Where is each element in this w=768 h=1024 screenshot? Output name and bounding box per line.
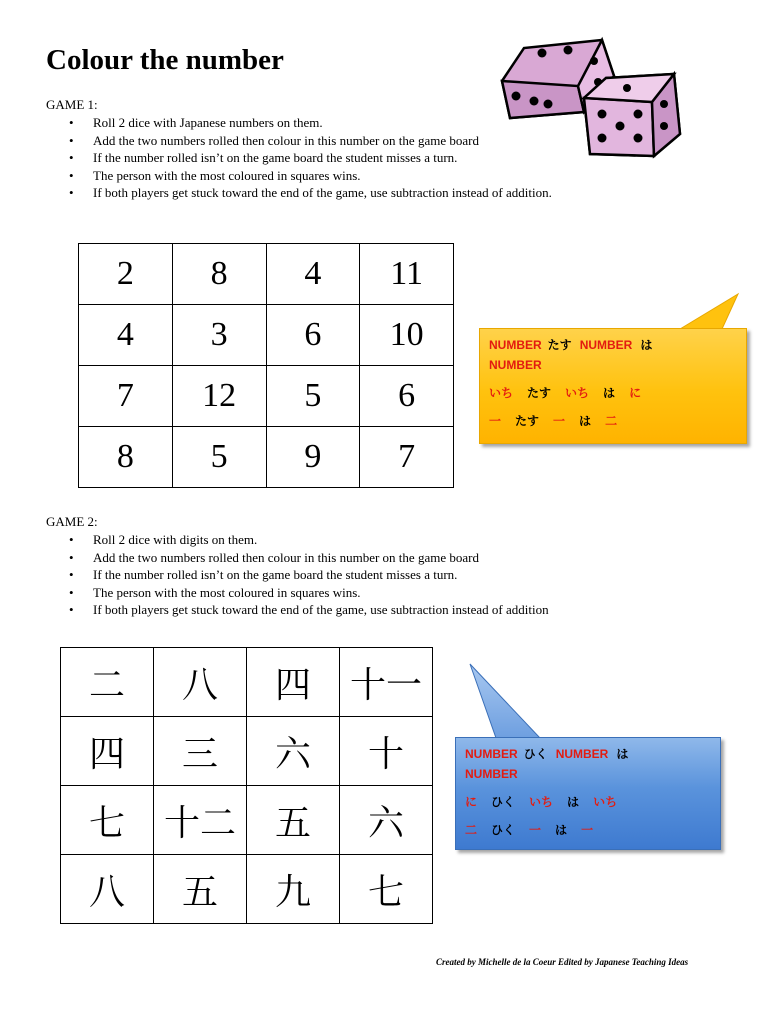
bubble-word: NUMBER (579, 338, 633, 352)
game2-rule: • Add the two numbers rolled then colour in this number on the game board (46, 549, 666, 567)
bubble-word: は (616, 747, 629, 761)
bubble-word: NUMBER (555, 747, 609, 761)
bubble-word: は (567, 795, 580, 809)
board-cell[interactable]: 6 (266, 305, 360, 366)
bubble-word: に (465, 795, 478, 809)
bubble-word: NUMBER (489, 338, 542, 352)
bubble-word: いち (593, 795, 618, 809)
bubble-word: NUMBER (465, 747, 518, 761)
bubble-word: は (579, 414, 592, 428)
board-cell[interactable]: 四 (247, 648, 340, 717)
game1-rule: • If the number rolled isn’t on the game board the student misses a turn. (46, 149, 666, 167)
board-cell[interactable]: 10 (360, 305, 454, 366)
board-cell[interactable]: 8 (172, 244, 266, 305)
bubble-word: ひく (491, 823, 516, 837)
bubble-word: に (629, 386, 642, 400)
bubble-word: 一 (489, 414, 502, 428)
board-cell[interactable]: 十一 (340, 648, 433, 717)
board-cell[interactable]: 12 (172, 366, 266, 427)
board-cell[interactable]: 3 (172, 305, 266, 366)
game2-rule: • If both players get stuck toward the end of the game, use subtraction instead of addition (46, 601, 666, 619)
board-cell[interactable]: 5 (172, 427, 266, 488)
board-cell[interactable]: 4 (266, 244, 360, 305)
bubble-word: は (555, 823, 568, 837)
board-cell[interactable]: 六 (340, 786, 433, 855)
board-cell[interactable]: 四 (61, 717, 154, 786)
bubble-line-hiragana (465, 792, 711, 812)
bubble-word: NUMBER (465, 767, 518, 781)
bubble-word: NUMBER (489, 358, 542, 372)
board-cell[interactable]: 七 (340, 855, 433, 924)
board-cell[interactable]: 十 (340, 717, 433, 786)
game2-label: GAME 2: (46, 514, 98, 529)
board-cell[interactable]: 5 (266, 366, 360, 427)
bubble-word: 一 (553, 414, 566, 428)
bubble-line-pattern (465, 744, 711, 764)
bubble-word: 二 (465, 823, 478, 837)
board-cell[interactable]: 五 (154, 855, 247, 924)
board-cell[interactable]: 八 (154, 648, 247, 717)
bubble-word: たす (547, 338, 572, 352)
board-cell[interactable]: 九 (247, 855, 340, 924)
board-cell[interactable]: 三 (154, 717, 247, 786)
bubble-word: 一 (581, 823, 594, 837)
bubble-word: いち (489, 386, 514, 400)
board-cell[interactable]: 7 (360, 427, 454, 488)
bubble-word: いち (529, 795, 554, 809)
board-cell[interactable]: 七 (61, 786, 154, 855)
bubble-word: いち (565, 386, 590, 400)
board-cell[interactable]: 6 (360, 366, 454, 427)
board-cell[interactable]: 二 (61, 648, 154, 717)
bubble-line-pattern-cont (465, 764, 711, 784)
bubble-word: ひく (491, 795, 516, 809)
bubble-word: は (640, 338, 653, 352)
game1-rule: • Roll 2 dice with Japanese numbers on them. (46, 114, 666, 132)
board-cell[interactable]: 9 (266, 427, 360, 488)
bubble-word: たす (515, 414, 540, 428)
game2-rule: • If the number rolled isn’t on the game board the student misses a turn. (46, 566, 666, 584)
board-cell[interactable]: 8 (79, 427, 173, 488)
game1-rule: • Add the two numbers rolled then colour in this number on the game board (46, 132, 493, 150)
board-cell[interactable]: 7 (79, 366, 173, 427)
bubble-word: たす (527, 386, 552, 400)
board-cell[interactable]: 八 (61, 855, 154, 924)
bubble-word: 二 (605, 414, 618, 428)
board-cell[interactable]: 五 (247, 786, 340, 855)
bubble-box (455, 737, 721, 850)
game1-rule: • If both players get stuck toward the end of the game, use subtraction instead of addition. (46, 184, 666, 202)
game1-label: GAME 1: (46, 97, 98, 112)
game2-rule: • The person with the most coloured in squares wins. (46, 584, 666, 602)
page-title: Colour the number (46, 44, 284, 76)
bubble-word: は (603, 386, 616, 400)
game1-rule: • The person with the most coloured in squares wins. (46, 167, 666, 185)
board-cell[interactable]: 十二 (154, 786, 247, 855)
credit-line: Created by Michelle de la Coeur Edited by Japanese Teaching Ideas (436, 957, 689, 967)
bubble-word: 一 (529, 823, 542, 837)
bubble-line-kanji (465, 820, 711, 840)
game2-rule: • Roll 2 dice with digits on them. (46, 531, 666, 549)
board-cell[interactable]: 4 (79, 305, 173, 366)
board-cell[interactable]: 2 (79, 244, 173, 305)
bubble-word: ひく (523, 747, 548, 761)
board-cell[interactable]: 六 (247, 717, 340, 786)
board-cell[interactable]: 11 (360, 244, 454, 305)
